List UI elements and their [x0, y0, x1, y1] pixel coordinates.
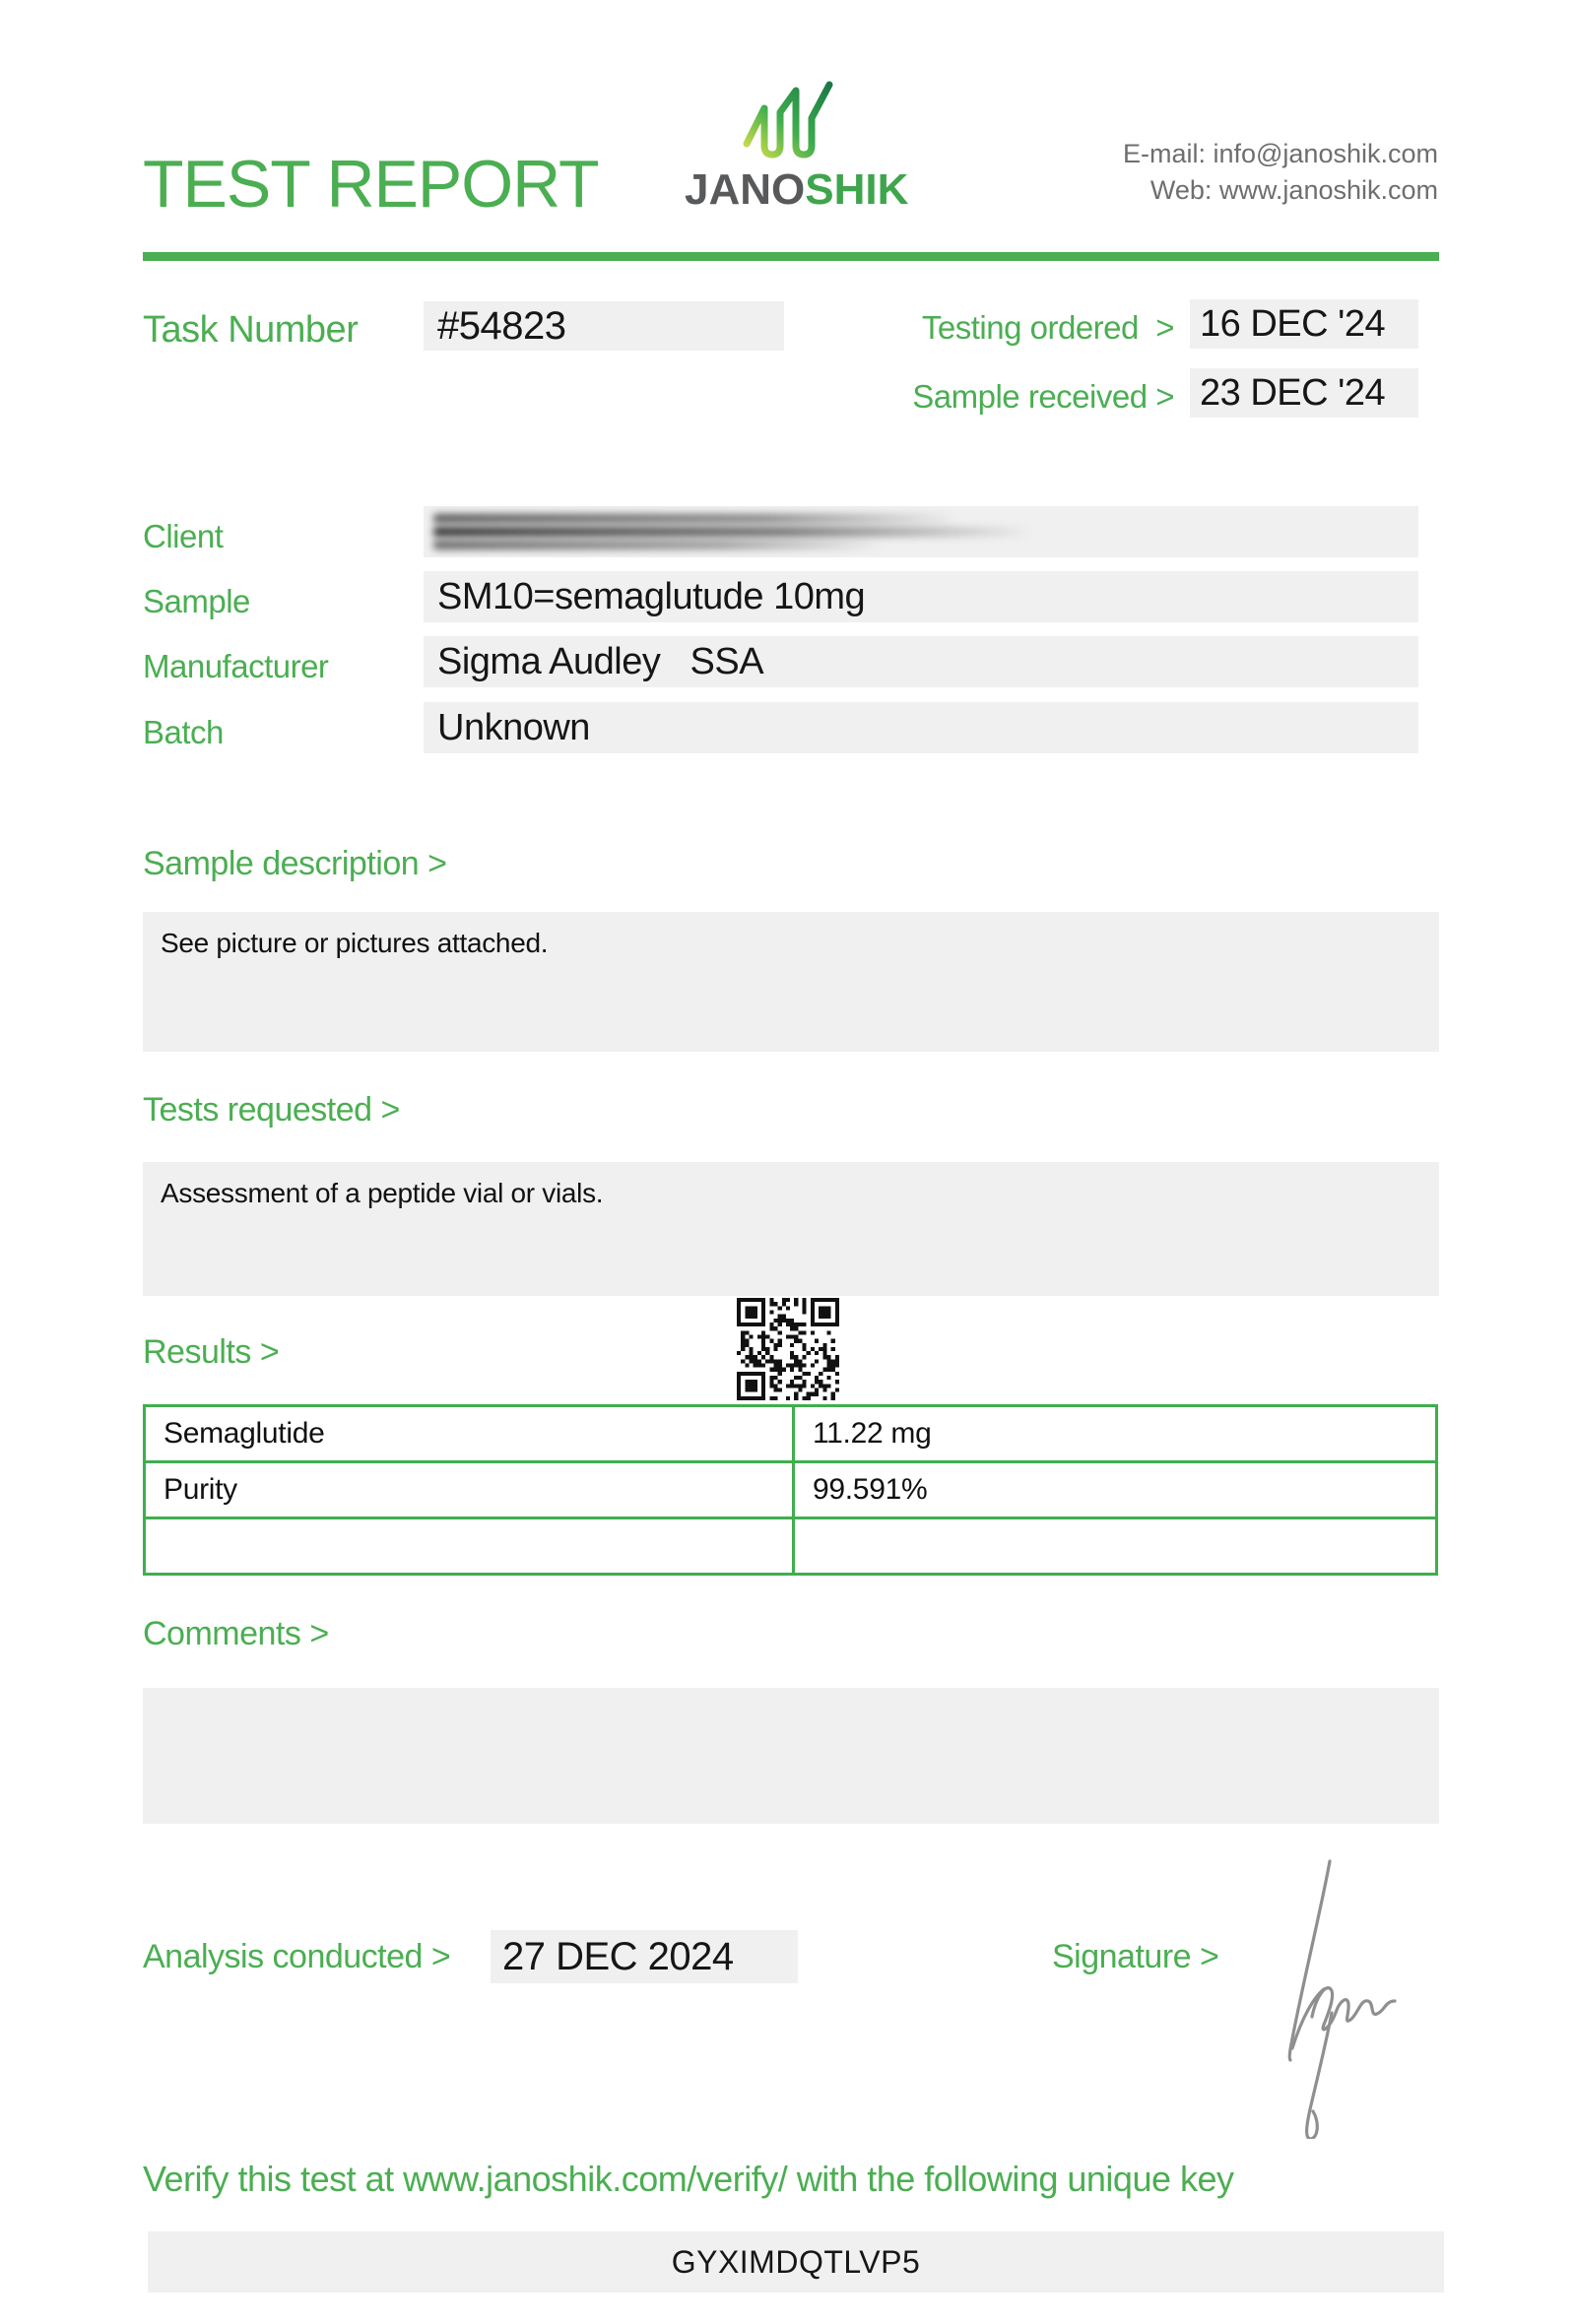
contact-block [1123, 136, 1438, 209]
task-number-label: Task Number [143, 309, 359, 351]
result-row-value [795, 1519, 1435, 1573]
batch-label: Batch [143, 714, 224, 750]
task-number-box [424, 301, 784, 351]
sample-box [424, 571, 1418, 622]
sample-received-box [1190, 368, 1418, 418]
signature-label: Signature > [1052, 1938, 1219, 1975]
manufacturer-label: Manufacturer [143, 648, 329, 684]
testing-ordered-value: 16 DEC '24 [1200, 303, 1386, 345]
result-row-value: 99.591% [795, 1463, 1435, 1517]
result-row-name [146, 1519, 792, 1573]
contact-web: Web: www.janoshik.com [1149, 175, 1438, 205]
result-row-value: 11.22 mg [795, 1407, 1435, 1460]
task-number-value: #54823 [437, 304, 566, 348]
comments-heading: Comments > [143, 1615, 329, 1652]
sample-received-value: 23 DEC '24 [1200, 372, 1386, 414]
qr-code [737, 1298, 839, 1400]
contact-email: E-mail: info@janoshik.com [1122, 139, 1438, 168]
tests-requested-body: Assessment of a peptide vial or vials. [161, 1178, 604, 1208]
logo-text-jano: JANO [685, 165, 806, 214]
sample-value: SM10=semaglutude 10mg [437, 576, 866, 617]
analysis-date-box [491, 1930, 798, 1983]
logo-chart-icon [741, 77, 835, 163]
logo-wordmark [685, 165, 909, 215]
analysis-conducted-label: Analysis conducted > [143, 1938, 451, 1975]
client-box [424, 506, 1418, 557]
manufacturer-box [424, 636, 1418, 687]
unique-key-value: GYXIMDQTLVP5 [671, 2244, 921, 2280]
tests-requested-heading: Tests requested > [143, 1091, 400, 1129]
page-title: TEST REPORT [143, 147, 599, 222]
tests-requested-box [143, 1162, 1439, 1296]
comments-body [143, 1688, 1439, 1704]
sample-received-label: Sample received > [912, 378, 1174, 415]
sample-description-box [143, 912, 1439, 1052]
header-divider [143, 252, 1439, 261]
signature-image [1243, 1843, 1411, 2139]
testing-ordered-box [1190, 299, 1418, 349]
result-row-name: Purity [146, 1463, 792, 1517]
testing-ordered-label: Testing ordered > [921, 309, 1174, 346]
verify-instruction: Verify this test at www.janoshik.com/verify/ with the following unique key [143, 2159, 1234, 2199]
sample-label: Sample [143, 583, 250, 619]
analysis-date-value: 27 DEC 2024 [502, 1935, 734, 1978]
results-heading: Results > [143, 1333, 280, 1371]
unique-key-box [148, 2231, 1444, 2292]
batch-box [424, 702, 1418, 753]
batch-value: Unknown [437, 707, 590, 748]
sample-description-heading: Sample description > [143, 845, 447, 882]
results-table [143, 1404, 1438, 1576]
sample-description-body: See picture or pictures attached. [161, 928, 549, 958]
client-label: Client [143, 518, 224, 554]
result-row-name: Semaglutide [146, 1407, 792, 1460]
manufacturer-value: Sigma Audley SSA [437, 641, 764, 682]
comments-box [143, 1688, 1439, 1824]
logo-text-shik: SHIK [805, 165, 909, 214]
